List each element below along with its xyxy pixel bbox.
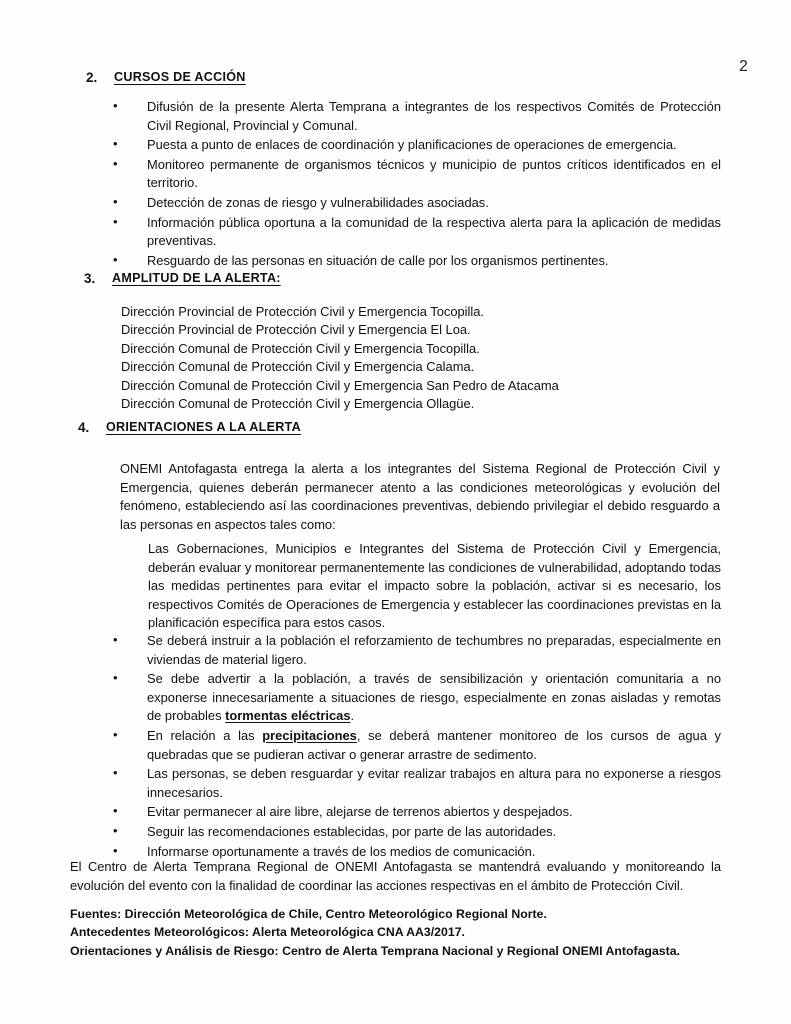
list-item	[111, 823, 721, 842]
section-number-3: 3.	[84, 271, 96, 286]
amplitud-list	[121, 303, 721, 413]
section-title-2: CURSOS DE ACCIÓN	[114, 70, 246, 84]
list-item-text: Las personas, se deben resguardar y evitar realizar trabajos en altura para no exponerse a riesgos innecesarios.	[147, 766, 721, 800]
list-item: Dirección Comunal de Protección Civil y Emergencia Tocopilla.	[121, 340, 480, 356]
section-orientaciones-a-la-alerta	[0, 420, 791, 434]
list-item: • Difusión de la presente Alerta Temprana a integrantes de los respectivos Comités de Protección Civil Regional, Provincial y Comunal.	[111, 98, 721, 135]
list-item	[111, 803, 721, 822]
list-item: • Puesta a punto de enlaces de coordinación y planificaciones de operaciones de emergencia.	[111, 136, 721, 155]
list-item-text: Evitar permanecer al aire libre, alejarse de terrenos abiertos y despejados.	[147, 804, 573, 820]
closing-paragraph: El Centro de Alerta Temprana Regional de ONEMI Antofagasta se mantendrá evaluando y monitoreando la evolución del evento con la finalidad de coordinar las acciones respectivas en el ámbito de Protección Civil.	[70, 859, 721, 893]
section-title-3: AMPLITUD DE LA ALERTA:	[112, 271, 281, 285]
sources-line: Fuentes: Dirección Meteorológica de Chile, Centro Meteorológico Regional Norte.	[70, 907, 547, 921]
list-item-emphasis: tormentas eléctricas	[225, 708, 351, 724]
list-item: • Información pública oportuna a la comunidad de la respectiva alerta para la aplicación de medidas preventivas.	[111, 214, 721, 251]
list-item-text: Se deberá instruir a la población el reforzamiento de techumbres no preparadas, especialmente en viviendas de material ligero.	[147, 633, 721, 667]
section-number-2: 2.	[86, 70, 98, 85]
list-item: • Resguardo de las personas en situación de calle por los organismos pertinentes.	[111, 252, 721, 271]
list-item: Dirección Provincial de Protección Civil y Emergencia Tocopilla.	[121, 304, 485, 319]
cursos-de-accion-list	[111, 98, 721, 271]
sources-line: Antecedentes Meteorológicos: Alerta Meteorológica CNA AA3/2017.	[70, 925, 465, 940]
orientaciones-intro-paragraph: ONEMI Antofagasta entrega la alerta a los integrantes del Sistema Regional de Protección Civil y Emergencia, quienes deberán permanecer atento a las condiciones meteorológicas y evolución del fenómeno, estableciendo así las coordinaciones preventivas, debiendo privilegiar el debido resguardo a las personas en aspectos tales como:	[120, 461, 720, 532]
list-item-text: Seguir las recomendaciones establecidas, por parte de las autoridades.	[147, 823, 557, 839]
list-item: Dirección Comunal de Protección Civil y Emergencia Calama.	[121, 359, 475, 375]
section-amplitud-de-la-alerta	[0, 271, 791, 285]
list-item-text-tail: , se deberá mantener monitoreo de los cursos de agua y quebradas que se pudieran activar o generar arrastre de sedimento.	[147, 727, 721, 762]
section-title-4: ORIENTACIONES A LA ALERTA	[106, 420, 301, 434]
section-heading-3	[0, 271, 791, 285]
sources-line: Orientaciones y Análisis de Riesgo: Centro de Alerta Temprana Nacional y Regional ONEMI Antofagasta.	[70, 943, 680, 958]
list-item: • Monitoreo permanente de organismos técnicos y municipio de puntos críticos identificados en el territorio.	[111, 156, 721, 193]
orientaciones-sub-paragraph: Las Gobernaciones, Municipios e Integrantes del Sistema de Protección Civil y Emergencia, deberán evaluar y monitorear permanentemente las condiciones de vulnerabilidad, adoptando todas las medidas pertinentes para evitar el impacto sobre la población, activar si es necesario, los respectivos Comités de Operaciones de Emergencia y establecer las coordinaciones previstas en la planificación específica para estos casos.	[148, 541, 721, 631]
list-item: Dirección Comunal de Protección Civil y Emergencia San Pedro de Atacama	[121, 377, 559, 393]
list-item-text-tail: .	[350, 708, 355, 724]
list-item-text: En relación a las	[147, 727, 263, 743]
list-item	[111, 727, 721, 764]
list-item-text: Informarse oportunamente a través de los medios de comunicación.	[147, 843, 536, 859]
list-item: • Detección de zonas de riesgo y vulnerabilidades asociadas.	[111, 194, 721, 213]
list-item: Dirección Provincial de Protección Civil y Emergencia El Loa.	[121, 322, 471, 338]
list-item: Dirección Comunal de Protección Civil y Emergencia Ollagüe.	[121, 396, 475, 412]
list-item	[111, 670, 721, 726]
list-item-text: Se debe advertir a la población, a través de sensibilización y orientación comunitaria a no exponerse innecesariamente a situaciones de riesgo, especialmente en zonas aisladas y remotas de probables	[147, 671, 721, 724]
list-item	[111, 632, 721, 669]
page-number: 2	[739, 58, 748, 75]
sources-block	[70, 905, 730, 960]
section-cursos-de-accion	[0, 70, 791, 84]
orientaciones-list	[111, 632, 721, 862]
section-heading-4	[0, 420, 791, 434]
section-heading-2	[0, 70, 791, 84]
list-item	[111, 765, 721, 802]
section-number-4: 4.	[78, 420, 90, 435]
list-item-emphasis: precipitaciones	[262, 727, 357, 743]
